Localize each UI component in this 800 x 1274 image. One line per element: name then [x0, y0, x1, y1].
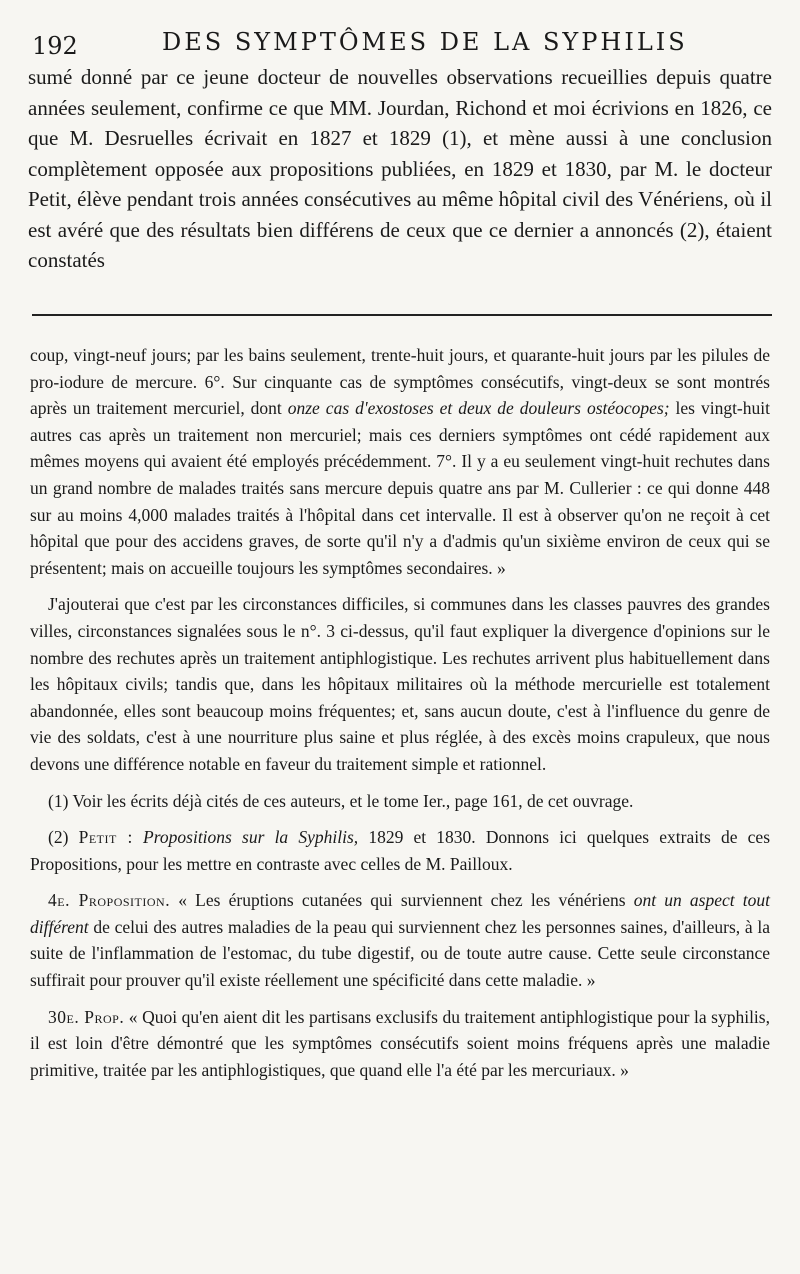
proposition-4-text-2: de celui des autres maladies de la peau qui surviennent chez les personnes saines, d'ailleurs, à la suite de l'inflammation de l'estomac, du tube digestif, ou de toute autre cause. Cette seule circonstance suffirait pour prouver qu'il existe réellement une spécificité dans cette maladie. »: [30, 916, 770, 991]
footnote-2-marker: (2): [48, 827, 69, 848]
footnote-1: (1) Voir les écrits déjà cités de ces auteurs, et le tome Ier., page 161, de cet ouvrage.: [48, 790, 634, 811]
running-title: DES SYMPTÔMES DE LA SYPHILIS: [162, 28, 688, 56]
footnote-2: [30, 824, 770, 877]
footnote-divider: [32, 314, 772, 316]
footnote-2-title: Propositions sur la Syphilis,: [143, 827, 359, 848]
proposition-30-label: 30e. Prop.: [48, 1006, 125, 1027]
page-number: 192: [32, 32, 78, 60]
proposition-30-text: « Quoi qu'en aient dit les partisans exclusifs du traitement antiphlogistique pour la syphilis, il est loin d'être démontré que les symptômes consécutifs soient moins fréquens après une maladie primitive, traitée par les antiphlogistiques, que quand elle l'a été par les mercuriaux. »: [30, 1006, 770, 1080]
quote-part-2: les vingt-huit autres cas après un traitement non mercuriel; mais ces derniers symptômes ont cédé rapidement aux mêmes moyens qui avaient été employés précédemment. 7°. Il y a eu seulement vingt-huit rechutes dans un grand nombre de malades traités sans mercure depuis quatre ans par M. Cullerier : ce qui donne 448 sur au moins 4,000 malades traités à l'hôpital dans cet intervalle. Il est à observer qu'on ne reçoit à cet hôpital que pour des accidens graves, de sorte qu'il n'y a d'admis qu'un sixième environ de ceux qui se présentent; mais on accueille toujours les symptômes secondaires. »: [30, 398, 770, 578]
quote-continuation: [30, 342, 770, 581]
proposition-4-italic: ont un aspect tout différent: [30, 890, 770, 937]
footnote-2-author: Petit :: [78, 827, 133, 848]
paragraph-2: J'ajouterai que c'est par les circonstances difficiles, si communes dans les classes pauvres des grandes villes, circonstances signalées sous le n°. 3 ci-dessus, qu'il faut expliquer la divergence d'opinions sur le nombre des rechutes après un traitement antiphlogistique. Les rechutes arrivent plus habituellement dans les hôpitaux civils; tandis que, dans les hôpitaux militaires où la méthode mercurielle est totalement abandonnée, elles sont beaucoup moins fréquentes; et, sans aucun doute, c'est à l'influence du genre de vie des soldats, c'est à une nourriture plus saine et plus réglée, à des excès moins crapuleux, que nous devons une différence notable en faveur du traitement simple et rationnel.: [30, 594, 770, 774]
quote-part-1: coup, vingt-neuf jours; par les bains seulement, trente-huit jours, et quarante-huit jours par les pilules de pro-iodure de mercure. 6°. Sur cinquante cas de symptômes consécutifs, vingt-deux se sont montrés après un traitement mercuriel, dont: [30, 345, 770, 419]
notes-block: [30, 342, 770, 1083]
quote-italic: onze cas d'exostoses et deux de douleurs ostéocopes;: [287, 398, 670, 419]
proposition-30: [30, 1004, 770, 1084]
proposition-4: [30, 887, 770, 993]
main-text-block: [28, 62, 772, 276]
page-header: [32, 24, 772, 64]
footnote-2-rest: 1829 et 1830. Donnons ici quelques extraits de ces Propositions, pour les mettre en contraste avec celles de M. Pailloux.: [30, 827, 771, 874]
proposition-4-text-1: « Les éruptions cutanées qui surviennent chez les vénériens: [170, 890, 634, 911]
proposition-4-label: 4e. Proposition.: [48, 890, 171, 911]
main-paragraph: sumé donné par ce jeune docteur de nouvelles observations recueillies depuis quatre années seulement, confirme ce que MM. Jourdan, Richond et moi écrivions en 1826, ce que M. Desruelles écrivait en 1827 et 1829 (1), et mène aussi à une conclusion complètement opposée aux propositions publiées, en 1829 et 1830, par M. le docteur Petit, élève pendant trois années consécutives au même hôpital civil des Vénériens, où il est avéré que des résultats bien différens de ceux que ce dernier a annoncés (2), étaient constatés: [28, 65, 772, 272]
